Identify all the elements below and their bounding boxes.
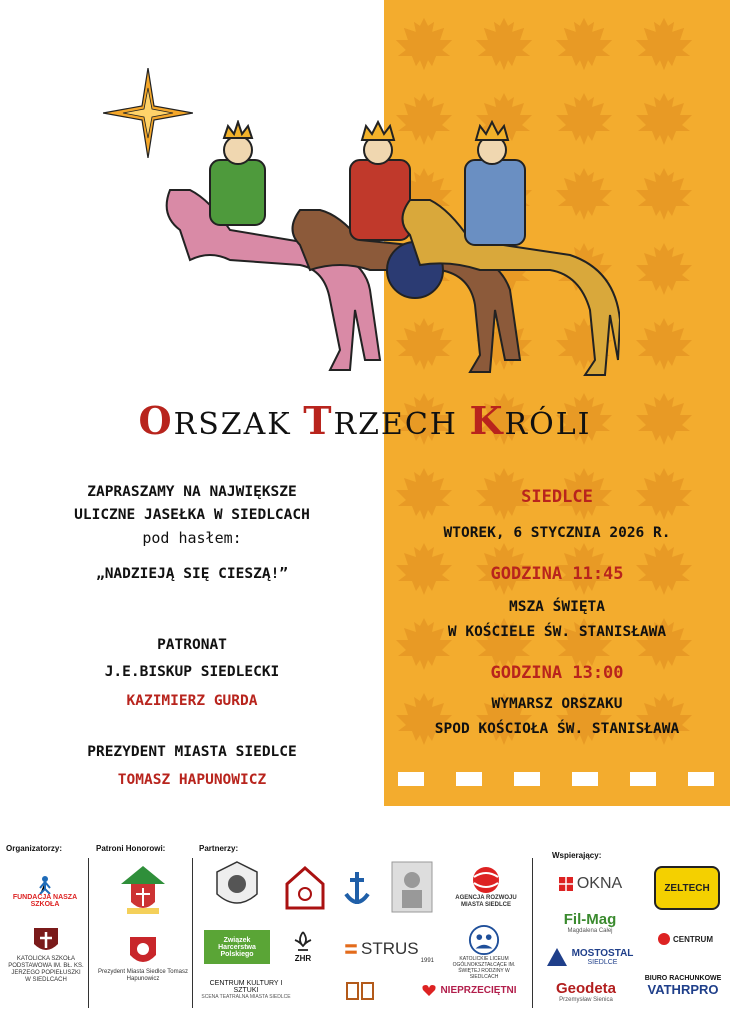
- klub-logo: [388, 858, 436, 916]
- event-2-line-1: WYMARSZ ORSZAKU: [491, 696, 623, 712]
- zeltech-logo: ZELTECH: [654, 866, 720, 910]
- portrait-icon: [390, 860, 434, 914]
- strus-mark-icon: [344, 938, 358, 960]
- strus-logo: STRUS 1991: [344, 934, 434, 964]
- partners-label: Partnerzy:: [199, 844, 239, 853]
- event-city: SIEDLCE: [521, 487, 593, 507]
- patron-name: KAZIMIERZ GURDA: [126, 693, 258, 709]
- event-2-line-2: SPOD KOŚCIOŁA ŚW. STANISŁAWA: [434, 721, 680, 737]
- time-1: GODZINA 11:45: [490, 564, 624, 584]
- president-title: PREZYDENT MIASTA SIEDLCE: [87, 744, 297, 760]
- president-name: TOMASZ HAPUNOWICZ: [117, 772, 267, 788]
- event-date: WTOREK, 6 STYCZNIA 2026 R.: [443, 525, 671, 541]
- liceum-logo: KATOLICKIE LICEUM OGÓLNOKSZTAŁCĄCE IM. ŚWIĘTEJ RODZINY W SIEDLCACH: [444, 924, 524, 980]
- wilkowicy-logo: [204, 858, 270, 916]
- okna-logo: OKNA: [544, 872, 636, 896]
- holy-family-icon: [467, 924, 501, 956]
- three-kings-illustration: [150, 120, 620, 385]
- time-2: GODZINA 13:00: [490, 663, 624, 683]
- bishop-coat-of-arms-icon: [113, 864, 173, 918]
- geodeta-logo: Geodeta Przemysław Sienica: [555, 979, 616, 1003]
- event-1-line-1: MSZA ŚWIĘTA: [508, 599, 606, 615]
- event-1-line-2: W KOŚCIELE ŚW. STANISŁAWA: [447, 624, 667, 640]
- biblioteka-logo: [340, 976, 380, 1004]
- nieprzecietni-logo: NIEPRZECIĘTNI: [414, 980, 524, 1000]
- shield-cross-icon: [32, 926, 60, 956]
- house-icon: [283, 864, 327, 912]
- zhp-logo: Związek Harcerstwa Polskiego: [204, 930, 270, 964]
- centrum-kultury-logo: CENTRUM KULTURY I SZTUKI SCENA TEATRALNA MIASTA SIEDLCE: [201, 980, 291, 1000]
- mostostal-logo: MOSTOSTAL SIEDLCE: [538, 942, 640, 972]
- katolicka-szkola-logo: KATOLICKA SZKOŁA PODSTAWOWA IM. BŁ. KS. JERZEGO POPIEŁUSZKI W SIEDLCACH: [8, 922, 84, 988]
- title-word-2: TRZECH: [303, 398, 458, 443]
- invite-line-3: pod hasłem:: [142, 529, 242, 547]
- honorary-label: Patroni Honorowi:: [96, 844, 166, 853]
- running-figure-icon: [34, 876, 56, 894]
- invite-line-2: ULICZNE JASEŁKA W SIEDLCACH: [74, 507, 310, 523]
- mostostal-mark-icon: [545, 946, 569, 968]
- footer-divider-3: [532, 858, 533, 1008]
- window-icon: [558, 876, 574, 892]
- title-word-3: KRÓLI: [469, 398, 592, 443]
- anchor-icon: [342, 868, 372, 908]
- ak-logo: [340, 866, 374, 910]
- patron-title: J.E.BISKUP SIEDLECKI: [104, 664, 280, 680]
- knights-emblem-icon: [212, 860, 262, 914]
- invite-line-1: ZAPRASZAMY NA NAJWIĘKSZE: [87, 484, 297, 500]
- footer-divider-2: [192, 858, 193, 1008]
- organizers-label: Organizatorzy:: [6, 844, 63, 853]
- supporters-label: Wspierający:: [552, 851, 602, 860]
- fundacja-logo: FUNDACJA NASZA SZKOŁA: [10, 872, 80, 912]
- city-shield-icon: [128, 935, 158, 969]
- slogan: „NADZIEJĄ SIĘ CIESZĄ!”: [95, 566, 289, 582]
- siedlce-coat-of-arms-logo: Prezydent Miasta Siedlce Tomasz Hapunowicz: [98, 926, 188, 992]
- bishop-coat-of-arms-logo: [108, 862, 178, 920]
- footer-divider-1: [88, 858, 89, 1008]
- zhr-logo: ZHR: [286, 926, 320, 966]
- banner-notches: [384, 772, 730, 806]
- agencja-rozwoju-logo: AGENCJA ROZWOJU MIASTA SIEDLCE: [448, 856, 524, 918]
- event-title: [0, 398, 730, 443]
- globe-icon: [468, 865, 504, 895]
- centrum-logo: CENTRUM: [650, 926, 720, 952]
- heart-icon: [421, 983, 437, 997]
- fleur-de-lis-icon: [292, 930, 314, 954]
- house-logo: [280, 862, 330, 914]
- patronat-label: PATRONAT: [157, 637, 227, 653]
- biuro-rachunkowe-logo: BIURO RACHUNKOWE VATHRPRO: [644, 975, 722, 997]
- book-icon: [345, 979, 375, 1001]
- title-word-1: ORSZAK: [138, 398, 292, 443]
- filmag-logo: Fil-Mag Magdalena Całej: [563, 910, 617, 934]
- centrum-mark-icon: [657, 932, 671, 946]
